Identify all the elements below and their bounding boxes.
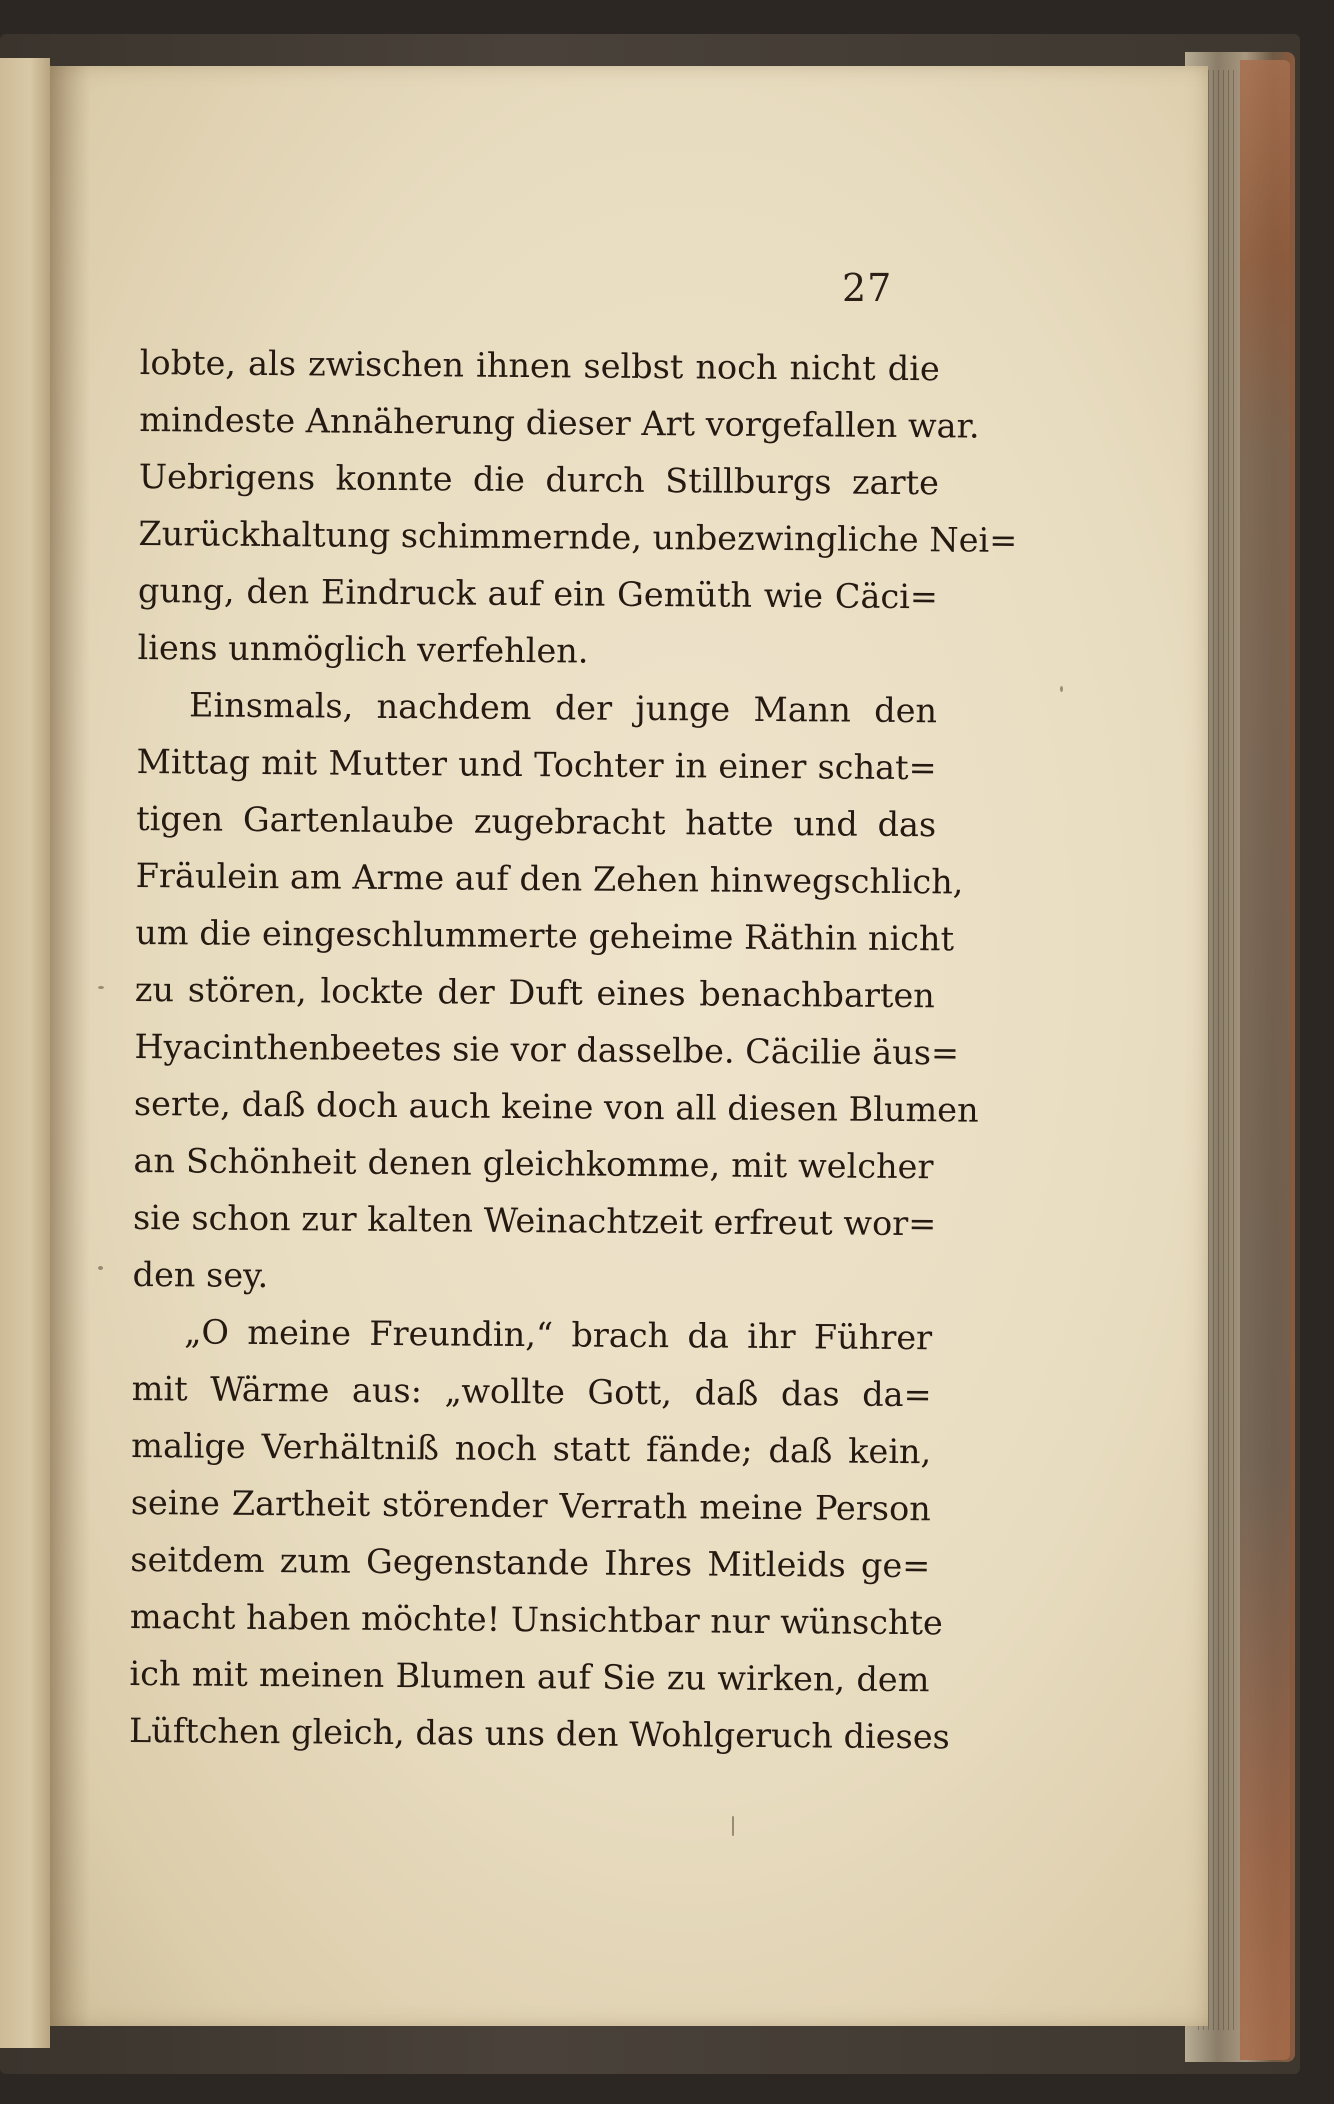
text-line: Uebrigens konnte die durch Stillburgs zarte (138, 456, 940, 503)
text-line: mindeste Annäherung dieser Art vorgefallen war. (139, 399, 980, 446)
text-line: malige Verhältniß noch statt fände; daß kein, (131, 1425, 932, 1472)
text-line: seitdem zum Gegenstande Ihres Mitleids ge= (130, 1539, 931, 1586)
text-line: zu stören, lockte der Duft eines benachbarten (134, 969, 935, 1016)
text-line: Fräulein am Arme auf den Zehen hinwegschlich, (135, 855, 964, 902)
text-line: an Schönheit denen gleichkomme, mit welcher (133, 1140, 934, 1187)
paper-speck (732, 1816, 734, 1836)
text-line: sie schon zur kalten Weinachtzeit erfreut wor= (132, 1197, 937, 1244)
page-gutter-shadow (50, 66, 90, 2026)
text-line: Einsmals, nachdem der junge Mann den (188, 685, 938, 731)
text-line: Mittag mit Mutter und Tochter in einer schat= (136, 741, 937, 788)
paper-speck (98, 1266, 103, 1270)
text-line: den sey. (132, 1254, 269, 1296)
text-line: lobte, als zwischen ihnen selbst noch nicht die (139, 342, 940, 389)
left-page-edge (0, 58, 50, 2048)
text-line: mit Wärme aus: „wollte Gott, daß das da= (131, 1368, 932, 1415)
text-line: serte, daß doch auch keine von all diesen Blumen (133, 1083, 979, 1130)
paper-speck (98, 986, 104, 989)
rust-stained-fore-edge (1240, 60, 1290, 2060)
text-line: liens unmöglich verfehlen. (137, 627, 589, 671)
text-line: um die eingeschlummerte geheime Räthin nicht (135, 912, 955, 959)
text-line: Hyacinthenbeetes sie vor dasselbe. Cäcilie äus= (134, 1026, 960, 1073)
text-line: tigen Gartenlaube zugebracht hatte und das (136, 798, 937, 845)
text-line: seine Zartheit störender Verrath meine Person (130, 1482, 931, 1529)
page-text (128, 334, 1018, 1765)
text-line: gung, den Eindruck auf ein Gemüth wie Cäci= (137, 570, 939, 617)
text-line: macht haben möchte! Unsichtbar nur wünschte (129, 1596, 944, 1643)
text-line: ich mit meinen Blumen auf Sie zu wirken, dem (129, 1653, 930, 1700)
page-number: 27 (842, 266, 893, 310)
book-page (50, 66, 1208, 2026)
text-line: „O meine Freundin,“ brach da ihr Führer (184, 1312, 933, 1358)
paper-speck (1060, 686, 1063, 692)
text-line: Zurückhaltung schimmernde, unbezwingliche Nei= (138, 513, 1018, 560)
text-line: Lüftchen gleich, das uns den Wohlgeruch dieses (128, 1710, 950, 1757)
